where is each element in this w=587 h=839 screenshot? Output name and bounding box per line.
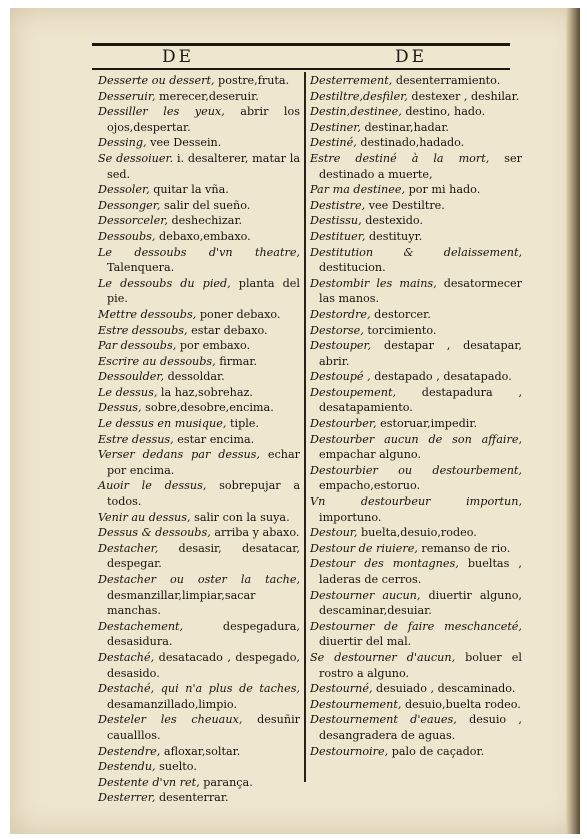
entry-headword: Destouper, (310, 339, 372, 353)
entry-headword: Se destourner d'aucun, (310, 650, 456, 664)
entry-definition: destinar,hadar. (360, 120, 449, 134)
entry-headword: Destissu, (310, 214, 362, 228)
dictionary-entry (98, 478, 300, 509)
entry-headword: Dessorceler, (98, 214, 168, 228)
entry-headword: Destournement, (310, 697, 402, 711)
entry-headword: Destour des montagnes, (310, 557, 459, 571)
dictionary-entry (98, 712, 300, 743)
entry-definition: debaxo,embaxo. (155, 229, 251, 243)
entry-headword: Destoupement, (310, 385, 397, 399)
dictionary-entry (98, 135, 300, 151)
entry-headword: Destournoire, (310, 744, 389, 758)
dictionary-entry (310, 89, 522, 105)
dictionary-entry (310, 323, 522, 339)
entry-headword: Dessus, (98, 401, 142, 415)
entry-headword: Se dessoiuer. (98, 151, 174, 165)
entry-definition: suelto. (155, 760, 197, 774)
entry-definition: destorcer. (370, 307, 431, 321)
dictionary-entry (310, 697, 522, 713)
entry-headword: Vn destourbeur importun, (310, 495, 522, 509)
entry-definition: arriba y abaxo. (210, 526, 300, 540)
entry-definition: dessoldar. (164, 370, 225, 384)
entry-definition: desasir, desatacar, despegar. (107, 541, 300, 571)
entry-definition: por embaxo. (176, 339, 251, 353)
entry-headword: Desserte ou dessert, (98, 74, 215, 87)
entry-headword: Auoir le dessus, (98, 479, 207, 493)
entry-headword: Destourber aucun de son affaire, (310, 432, 522, 446)
entry-definition: destituyr. (365, 229, 423, 243)
dictionary-entry (310, 463, 522, 494)
dictionary-entry (310, 276, 522, 307)
entry-headword: Destacher, (98, 541, 159, 555)
entry-headword: Dessoulder, (98, 370, 165, 384)
entry-definition: tiple. (226, 417, 259, 431)
entry-definition: planta del pie. (107, 276, 300, 306)
entry-headword: Destaché, (98, 650, 155, 664)
dictionary-entry (98, 759, 300, 775)
entry-definition: diuertir alguno, descaminar,desuiar. (319, 588, 522, 618)
dictionary-entry (98, 744, 300, 760)
entry-headword: Destituer, (310, 229, 366, 243)
dictionary-entry (310, 650, 522, 681)
dictionary-entry (98, 650, 300, 681)
entry-definition: estar debaxo. (187, 323, 268, 337)
entry-headword: Dessoubs, (98, 229, 156, 243)
dictionary-entry (98, 151, 300, 182)
entry-definition: la haz,sobrehaz. (157, 385, 253, 399)
dictionary-entry (310, 135, 522, 151)
entry-headword: Le dessoubs d'vn theatre, (98, 245, 300, 259)
entry-definition: desamanzillado,limpio. (107, 697, 238, 711)
entry-definition: desatormecer las manos. (319, 276, 523, 306)
entry-definition: destino, hado. (401, 105, 486, 119)
entry-definition: parança. (199, 775, 253, 789)
entry-headword: Destendre, (98, 744, 161, 758)
dictionary-entry (98, 323, 300, 339)
dictionary-entry (98, 447, 300, 478)
entry-definition: merecer,deseruir. (155, 89, 259, 103)
dictionary-entry (98, 89, 300, 105)
entry-definition: diuertir del mal. (319, 635, 412, 649)
entry-headword: Le dessoubs du pied, (98, 276, 231, 290)
entry-definition: postre,fruta. (214, 74, 290, 87)
entry-headword: Dessing, (98, 136, 147, 150)
dictionary-entry (98, 790, 300, 806)
entry-definition: estoruar,impedir. (376, 417, 478, 431)
entry-headword: Destiné, (310, 136, 357, 150)
entry-definition: echar por encima. (107, 448, 301, 477)
entry-headword: Dessoler, (98, 183, 150, 197)
entry-definition: desmanzillar,limpiar,sacar manchas. (107, 588, 256, 618)
entry-headword: Destoupé , (310, 370, 371, 384)
dictionary-entry (98, 432, 300, 448)
entry-definition: estar encima. (173, 432, 255, 446)
entry-headword: Le dessus en musique, (98, 417, 227, 431)
dictionary-entry (310, 73, 522, 89)
entry-headword: Destistre, (310, 198, 366, 212)
dictionary-entry (310, 588, 522, 619)
dictionary-entry (98, 572, 300, 619)
entry-headword: Destendu, (98, 760, 156, 774)
entry-headword: Escrire au dessoubs, (98, 354, 216, 368)
dictionary-entry (98, 198, 300, 214)
dictionary-entry (310, 198, 522, 214)
entry-definition: empachar alguno. (319, 448, 422, 462)
dictionary-entry (310, 556, 522, 587)
entry-definition: destexido. (361, 214, 423, 228)
dictionary-entry (98, 400, 300, 416)
entry-headword: Mettre dessoubs, (98, 307, 197, 321)
header-rule-bottom (92, 68, 510, 70)
entry-definition: empacho,estoruo. (319, 479, 421, 493)
dictionary-entry (98, 213, 300, 229)
entry-definition: remanso de rio. (417, 541, 511, 555)
entry-definition: bueltas , laderas de cerros. (319, 557, 522, 586)
dictionary-entry (310, 525, 522, 541)
dictionary-entry (310, 229, 522, 245)
entry-definition: despegadura, desasidura. (107, 619, 300, 649)
dictionary-entry (98, 307, 300, 323)
entry-headword: Par dessoubs, (98, 339, 177, 353)
entry-headword: Desseruir, (98, 89, 156, 103)
dictionary-entry (98, 276, 300, 307)
dictionary-entry (310, 182, 522, 198)
entry-definition: palo de caçador. (388, 744, 485, 758)
dictionary-entry (98, 338, 300, 354)
entry-headword: Desteler les cheuaux, (98, 713, 243, 727)
entry-definition: i. desalterer, matar la sed. (107, 151, 300, 181)
entry-definition: destapar , desatapar, abrir. (319, 339, 522, 368)
dictionary-entry (98, 104, 300, 135)
dictionary-entry (310, 245, 522, 276)
entry-definition: desenterramiento. (392, 74, 501, 87)
dictionary-entry (98, 354, 300, 370)
dictionary-entry (98, 510, 300, 526)
dictionary-entry (310, 681, 522, 697)
entry-definition: quitar la vña. (149, 183, 229, 197)
entry-headword: Destour de riuiere, (310, 541, 418, 555)
dictionary-entry (310, 744, 522, 760)
right-column (310, 73, 522, 759)
entry-definition: destapadura , desatapamiento. (319, 385, 522, 415)
entry-definition: importuno. (319, 510, 382, 524)
dictionary-entry (98, 245, 300, 276)
entry-headword: Destourner aucun, (310, 588, 421, 602)
entry-definition: vee Destiltre. (365, 198, 445, 212)
running-head-left: DE (162, 47, 195, 67)
entry-headword: Estre dessus, (98, 432, 174, 446)
entry-headword: Destombir les mains, (310, 276, 437, 290)
dictionary-entry (98, 681, 300, 712)
entry-headword: Destour, (310, 526, 358, 540)
dictionary-entry (98, 775, 300, 791)
page-fold-shadow (566, 8, 580, 834)
dictionary-entry (98, 229, 300, 245)
entry-definition: desuio,buelta rodeo. (401, 697, 521, 711)
dictionary-entry (310, 104, 522, 120)
dictionary-entry (310, 213, 522, 229)
entry-headword: Desterrer, (98, 791, 156, 805)
entry-headword: Verser dedans par dessus, (98, 448, 260, 462)
column-divider (304, 72, 306, 782)
entry-definition: poner debaxo. (196, 307, 281, 321)
entry-headword: Destourber, (310, 417, 377, 431)
entry-headword: Desterrement, (310, 74, 393, 87)
entry-definition: por mi hado. (405, 183, 481, 197)
entry-definition: firmar. (215, 354, 258, 368)
entry-definition: salir con la suya. (190, 510, 290, 524)
entry-definition: sobre,desobre,encima. (141, 401, 274, 415)
entry-headword: Destourner de faire meschanceté, (310, 619, 522, 633)
entry-definition: afloxar,soltar. (160, 744, 241, 758)
dictionary-entry (98, 73, 300, 89)
entry-definition: abrir los ojos,despertar. (107, 105, 300, 134)
entry-headword: Destin,destinee, (310, 105, 402, 119)
entry-headword: Dessus & dessoubs, (98, 526, 211, 540)
dictionary-entry (98, 182, 300, 198)
entry-definition: desuñir caualllos. (107, 713, 300, 742)
dictionary-entry (98, 525, 300, 541)
dictionary-entry (310, 385, 522, 416)
entry-definition: desuiado , descaminado. (372, 682, 516, 696)
entry-headword: Destiltre,desfiler, (310, 89, 408, 103)
dictionary-entry (310, 712, 522, 743)
dictionary-entry (98, 619, 300, 650)
entry-headword: Destorse, (310, 323, 364, 337)
dictionary-entry (310, 619, 522, 650)
dictionary-entry (310, 120, 522, 136)
dictionary-entry (98, 385, 300, 401)
book-page (10, 8, 580, 834)
entry-headword: Destordre, (310, 307, 371, 321)
entry-headword: Estre destiné à la mort, (310, 151, 490, 165)
entry-definition: desatacado , despegado, desasido. (107, 650, 300, 680)
entry-definition: desenterrar. (155, 791, 229, 805)
entry-headword: Dessiller les yeux, (98, 105, 225, 119)
entry-headword: Le dessus, (98, 385, 158, 399)
dictionary-entry (310, 416, 522, 432)
dictionary-entry (310, 369, 522, 385)
entry-definition: Talenquera. (107, 261, 175, 275)
entry-definition: destexer , deshilar. (407, 89, 520, 103)
entry-headword: Destiner, (310, 120, 361, 134)
entry-definition: boluer el rostro a alguno. (319, 650, 522, 680)
entry-headword: Par ma destinee, (310, 183, 406, 197)
dictionary-entry (310, 338, 522, 369)
dictionary-entry (310, 432, 522, 463)
dictionary-entry (98, 541, 300, 572)
entry-definition: torcimiento. (363, 323, 437, 337)
left-column (98, 73, 300, 806)
entry-headword: Destacher ou oster la tache, (98, 573, 300, 586)
entry-definition: destapado , desatapado. (370, 370, 512, 384)
dictionary-entry (310, 307, 522, 323)
dictionary-entry (310, 151, 522, 182)
entry-headword: Destourbier ou destourbement, (310, 463, 522, 477)
entry-definition: buelta,desuio,rodeo. (357, 526, 477, 540)
entry-headword: Destournement d'eaues, (310, 713, 457, 727)
entry-definition: salir del sueño. (160, 198, 251, 212)
entry-definition: deshechizar. (167, 214, 243, 228)
entry-definition: desuio , desangradera de aguas. (319, 713, 522, 742)
entry-definition: ser destinado a muerte, (319, 151, 522, 181)
dictionary-entry (98, 416, 300, 432)
entry-definition: vee Dessein. (146, 136, 222, 150)
entry-headword: Destaché, qui n'a plus de taches, (98, 682, 300, 696)
dictionary-entry (310, 541, 522, 557)
dictionary-entry (98, 369, 300, 385)
entry-headword: Destente d'vn ret, (98, 775, 200, 789)
entry-headword: Destitution & delaissement, (310, 245, 522, 259)
header-rule-top (92, 43, 510, 46)
entry-headword: Dessonger, (98, 198, 161, 212)
entry-definition: destinado,hadado. (356, 136, 465, 150)
dictionary-entry (310, 494, 522, 525)
entry-definition: sobrepujar a todos. (107, 479, 300, 509)
entry-headword: Destourné, (310, 682, 373, 696)
entry-headword: Estre dessoubs, (98, 323, 188, 337)
entry-definition: destitucion. (319, 261, 386, 275)
entry-headword: Destachement, (98, 619, 184, 633)
running-head-right: DE (395, 47, 428, 67)
entry-headword: Venir au dessus, (98, 510, 191, 524)
